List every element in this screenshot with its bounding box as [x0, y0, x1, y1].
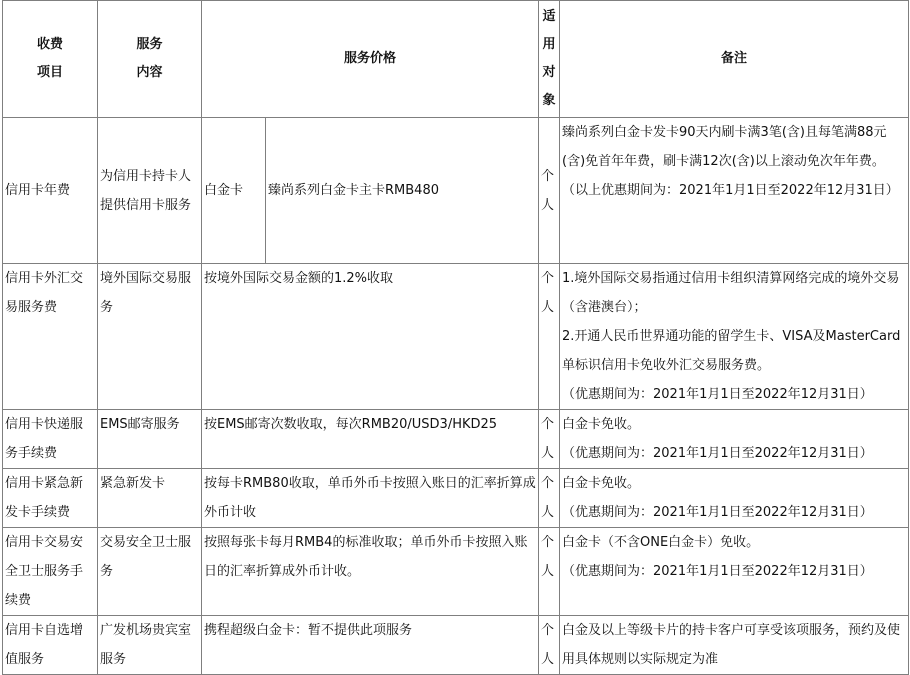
table-row	[3, 118, 909, 264]
header-item: 收费 项目	[3, 1, 98, 118]
row-item: 信用卡外汇交易服务费	[3, 264, 98, 410]
row-item: 信用卡自选增值服务	[3, 616, 98, 675]
row-remark: 臻尚系列白金卡发卡90天内刷卡满3笔(含)且每笔满88元(含)免首年年费，刷卡满12次(含)以上滚动免次年年费。 （以上优惠期间为：2021年1月1日至2022年12月31日）	[560, 118, 909, 264]
table-row	[3, 469, 909, 528]
row-content: 紧急新发卡	[98, 469, 202, 528]
row-item: 信用卡交易安全卫士服务手续费	[3, 528, 98, 616]
row-item: 信用卡年费	[3, 118, 98, 264]
row-content: EMS邮寄服务	[98, 410, 202, 469]
row-content: 境外国际交易服务	[98, 264, 202, 410]
row-remark: 白金卡免收。 （优惠期间为：2021年1月1日至2022年12月31日）	[560, 469, 909, 528]
header-remark: 备注	[560, 1, 909, 118]
row-remark: 1.境外国际交易指通过信用卡组织清算网络完成的境外交易（含港澳台）； 2.开通人民币世界通功能的留学生卡、VISA及MasterCard单标识信用卡免收外汇交易服务费。 （优惠期间为：2021年1月1日至2022年12月31日）	[560, 264, 909, 410]
row-price: 携程超级白金卡：暂不提供此项服务	[202, 616, 539, 675]
row-price: 按照每张卡每月RMB4的标准收取；单币外币卡按照入账日的汇率折算成外币计收。	[202, 528, 539, 616]
row-item: 信用卡紧急新发卡手续费	[3, 469, 98, 528]
row-remark: 白金及以上等级卡片的持卡客户可享受该项服务，预约及使用具体规则以实际规定为准	[560, 616, 909, 675]
row-price: 按每卡RMB80收取，单币外币卡按照入账日的汇率折算成外币计收	[202, 469, 539, 528]
row-target: 个人	[539, 410, 560, 469]
table-row	[3, 264, 909, 410]
table-row	[3, 616, 909, 675]
row-target: 个人	[539, 118, 560, 264]
row-content: 广发机场贵宾室服务	[98, 616, 202, 675]
row-price: 按境外国际交易金额的1.2%收取	[202, 264, 539, 410]
row-content: 为信用卡持卡人提供信用卡服务	[98, 118, 202, 264]
row-price: 按EMS邮寄次数收取，每次RMB20/USD3/HKD25	[202, 410, 539, 469]
row-target: 个人	[539, 616, 560, 675]
row-card-type: 白金卡	[202, 118, 266, 264]
row-item: 信用卡快递服务手续费	[3, 410, 98, 469]
row-price: 臻尚系列白金卡主卡RMB480	[266, 118, 539, 264]
header-row	[3, 1, 909, 118]
row-target: 个人	[539, 469, 560, 528]
row-target: 个人	[539, 528, 560, 616]
row-remark: 白金卡（不含ONE白金卡）免收。 （优惠期间为：2021年1月1日至2022年12月31日）	[560, 528, 909, 616]
row-remark: 白金卡免收。 （优惠期间为：2021年1月1日至2022年12月31日）	[560, 410, 909, 469]
header-content: 服务 内容	[98, 1, 202, 118]
header-target: 适 用 对 象	[539, 1, 560, 118]
fee-table	[2, 0, 909, 675]
table-row	[3, 528, 909, 616]
row-content: 交易安全卫士服务	[98, 528, 202, 616]
table-row	[3, 410, 909, 469]
header-price: 服务价格	[202, 1, 539, 118]
row-target: 个人	[539, 264, 560, 410]
